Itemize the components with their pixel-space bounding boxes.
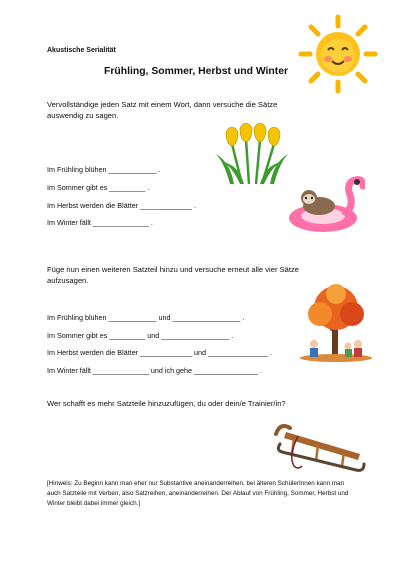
sentence-2-4: Im Winter fällt ______________ und ich gehe ________________ . bbox=[47, 366, 262, 375]
autumn-tree-children-icon bbox=[296, 282, 376, 362]
tulips-icon bbox=[216, 120, 288, 184]
hint-text: [Hinweis: Zu Beginn kann man eher nur Substantive aneinanderreihen, bei älteren SchülerInnen kann man auch Satzteile mit Verben, also Satzreihen, aneinanderreihen. Der Ablauf von Frühling, Sommer, Herbst und Winter bleibt dabei immer gleich.] bbox=[47, 480, 349, 507]
instruction-2: Füge nun einen weiteren Satzteil hinzu und versuche erneut alle vier Sätze aufzusagen. bbox=[47, 265, 300, 285]
sentence-2-3: Im Herbst werden die Blätter _____________ und _______________ . bbox=[47, 348, 272, 357]
question: Wer schafft es mehr Satzteile hinzuzufügen, du oder dein/e Trainier/in? bbox=[47, 399, 286, 408]
instruction-1: Vervollständige jeden Satz mit einem Wort, dann versuche die Sätze auswendig zu sagen. bbox=[47, 100, 278, 120]
sentence-1-1: Im Frühling blühen ____________ . bbox=[47, 165, 161, 174]
sentence-1-3: Im Herbst werden die Blätter _____________ . bbox=[47, 201, 197, 210]
sentence-2-1: Im Frühling blühen ____________ und _________________ . bbox=[47, 313, 245, 322]
worksheet-title: Frühling, Sommer, Herbst und Winter bbox=[104, 66, 289, 77]
sled-icon bbox=[272, 418, 366, 472]
smiling-sun-icon bbox=[298, 14, 378, 94]
sentence-2-2: Im Sommer gibt es _________ und _________________ . bbox=[47, 331, 234, 340]
worksheet-subtitle: Akustische Serialität bbox=[47, 47, 116, 54]
sentence-1-2: Im Sommer gibt es _________ . bbox=[47, 183, 150, 192]
sloth-on-flamingo-float-icon bbox=[285, 176, 365, 236]
sentence-1-4: Im Winter fällt ______________ . bbox=[47, 218, 153, 227]
